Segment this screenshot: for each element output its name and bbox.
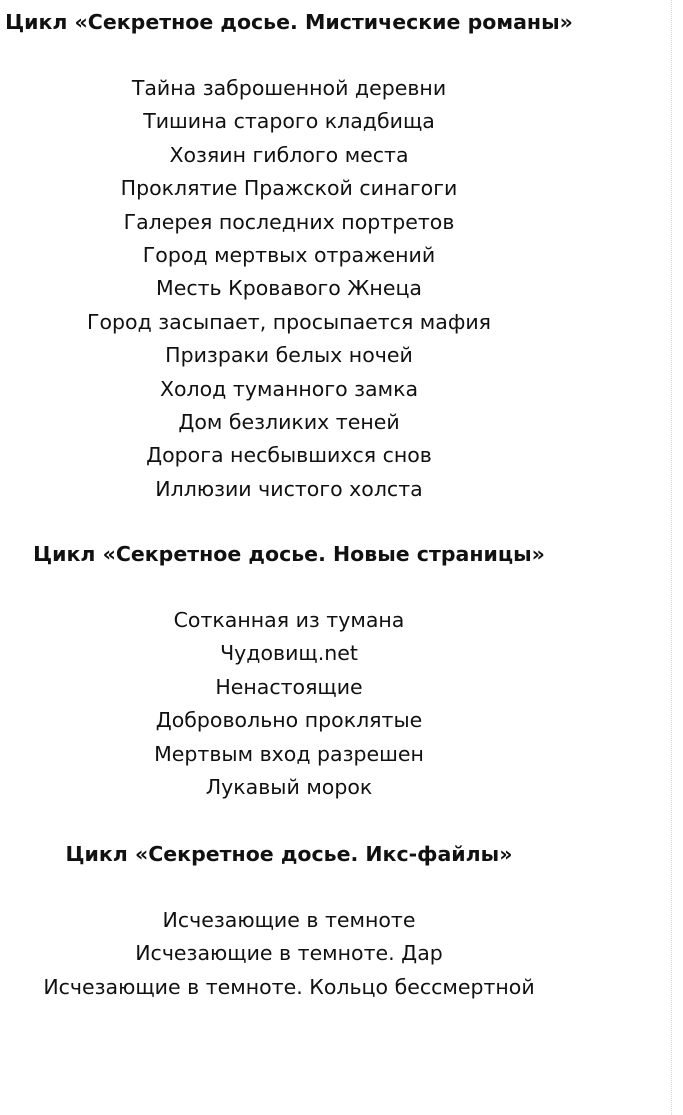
book-list-new-pages — [0, 604, 578, 804]
book-list-mystic-novels — [0, 72, 578, 506]
book-title: Исчезающие в темноте. Дар — [135, 941, 443, 966]
page-edge-divider — [671, 0, 672, 1115]
book-title: Тишина старого кладбища — [143, 109, 435, 134]
book-title: Месть Кровавого Жнеца — [156, 276, 422, 301]
book-title: Добровольно проклятые — [155, 708, 423, 733]
book-title: Хозяин гиблого места — [169, 142, 409, 167]
cycle-title-new-pages: Цикл «Секретное досье. Новые страницы» — [33, 542, 545, 566]
book-list-x-files — [0, 904, 578, 1004]
book-title: Исчезающие в темноте — [162, 908, 416, 932]
book-title: Иллюзии чистого холста — [155, 476, 423, 501]
book-title: Ненастоящие — [215, 674, 363, 699]
book-title: Лукавый морок — [205, 774, 373, 799]
book-title: Город засыпает, просыпается мафия — [86, 309, 492, 334]
book-title: Холод туманного замка — [159, 376, 419, 401]
book-title: Дом безликих теней — [178, 409, 400, 434]
book-title: Призраки белых ночей — [165, 343, 413, 368]
cycle-title-x-files: Цикл «Секретное досье. Икс-файлы» — [65, 842, 513, 866]
book-title: Тайна заброшенной деревни — [131, 76, 447, 100]
book-title: Галерея последних портретов — [123, 209, 455, 234]
cycle-title-mystic-novels: Цикл «Секретное досье. Мистические романы» — [5, 10, 573, 34]
book-title: Мертвым вход разрешен — [154, 741, 424, 766]
book-title: Исчезающие в темноте. Кольцо бессмертной — [43, 974, 535, 999]
book-title: Город мертвых отражений — [142, 242, 436, 267]
book-title: Дорога несбывшихся снов — [146, 443, 432, 468]
book-title: Проклятие Пражской синагоги — [120, 176, 458, 201]
book-title: Сотканная из тумана — [173, 608, 405, 632]
book-title: Чудовищ.net — [220, 641, 358, 666]
